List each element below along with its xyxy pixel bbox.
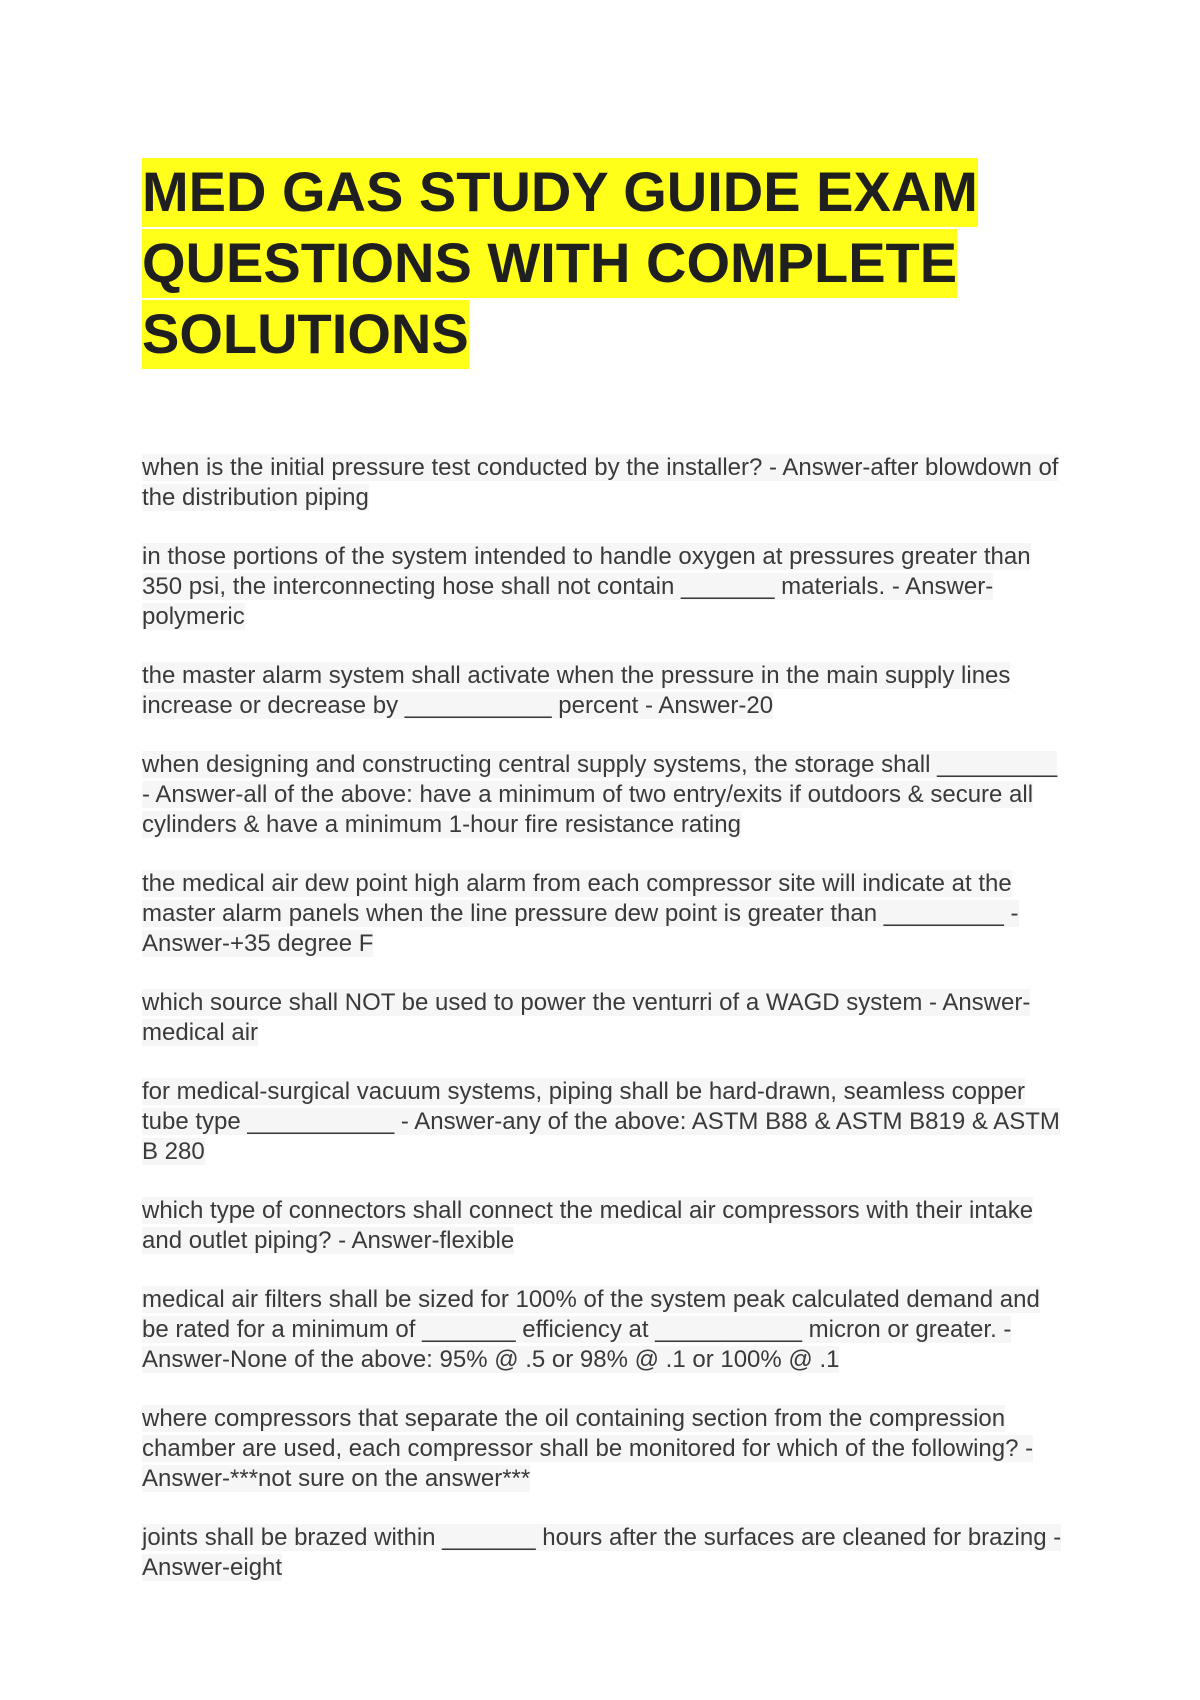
qa-item — [142, 869, 1067, 959]
qa-item — [142, 453, 1067, 513]
qa-text: the master alarm system shall activate when the pressure in the main supply lines increase or decrease by ___________ percent - Answer-20 — [142, 662, 1011, 719]
qa-item — [142, 661, 1067, 721]
qa-item — [142, 988, 1067, 1048]
qa-text: which source shall NOT be used to power the venturri of a WAGD system - Answer-medical air — [142, 989, 1031, 1046]
qa-item — [142, 1404, 1067, 1494]
qa-item — [142, 542, 1067, 632]
qa-text: for medical-surgical vacuum systems, piping shall be hard-drawn, seamless copper tube type ___________ - Answer-any of the above: ASTM B88 & ASTM B819 & ASTM B 280 — [142, 1078, 1060, 1165]
qa-text: medical air filters shall be sized for 100% of the system peak calculated demand and be rated for a minimum of _______ efficiency at ___________ micron or greater. - Answer-None of the above: 95% @ .5 or 98% @ .1 or 100% @ .1 — [142, 1286, 1040, 1373]
qa-item — [142, 1196, 1067, 1256]
qa-text: in those portions of the system intended to handle oxygen at pressures greater than 350 psi, the interconnecting hose shall not contain _______ materials. - Answer-polymeric — [142, 543, 1031, 630]
qa-text: when is the initial pressure test conducted by the installer? - Answer-after blowdown of the distribution piping — [142, 454, 1059, 511]
document-page — [142, 156, 1067, 1612]
qa-list — [142, 453, 1067, 1583]
qa-text: which type of connectors shall connect the medical air compressors with their intake and outlet piping? - Answer-flexible — [142, 1197, 1034, 1254]
qa-item — [142, 1285, 1067, 1375]
qa-item — [142, 750, 1067, 840]
qa-item — [142, 1077, 1067, 1167]
qa-text: the medical air dew point high alarm from each compressor site will indicate at the master alarm panels when the line pressure dew point is greater than _________ - Answer-+35 degree F — [142, 870, 1019, 957]
title-highlight: MED GAS STUDY GUIDE EXAM QUESTIONS WITH COMPLETE SOLUTIONS — [142, 158, 978, 369]
qa-text: where compressors that separate the oil containing section from the compression chamber are used, each compressor shall be monitored for which of the following? - Answer-***not sure on the answer*** — [142, 1405, 1034, 1492]
document-title — [142, 156, 1067, 369]
qa-text: joints shall be brazed within _______ hours after the surfaces are cleaned for brazing - Answer-eight — [142, 1524, 1062, 1581]
qa-item — [142, 1523, 1067, 1583]
qa-text: when designing and constructing central supply systems, the storage shall _________ - Answer-all of the above: have a minimum of two entry/exits if outdoors & secure all cylinders & have a minimum 1-hour fire resistance rating — [142, 751, 1058, 838]
